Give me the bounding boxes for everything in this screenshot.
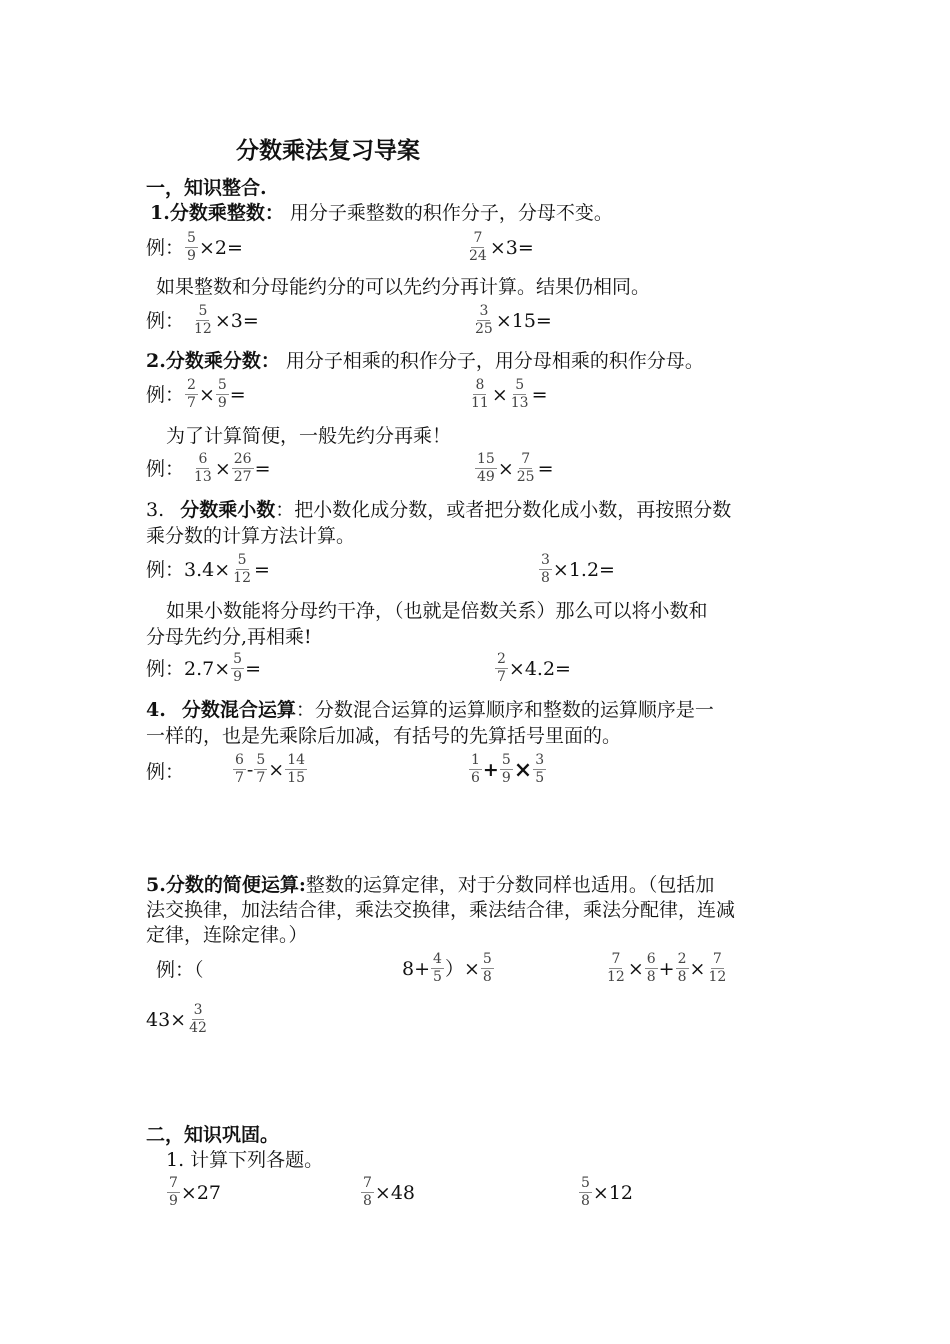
fraction: $\frac{2}{7}$ [187,377,196,411]
point-3-number: 3. [146,499,165,521]
fraction: $\frac{7}{8}$ [363,1175,372,1209]
fraction: $\frac{1}{6}$ [471,752,480,786]
plus-sign: + [658,957,675,980]
question-1: 1. 计算下列各题。 [166,1149,324,1171]
fraction: $\frac{2}{7}$ [497,651,506,685]
fraction: $\frac{7}{12}$ [708,951,727,985]
fraction: $\frac{3}{42}$ [189,1002,207,1036]
point-4-text: ：分数混合运算的运算顺序和整数的运算顺序是一 [295,699,714,721]
example-8d [146,1002,210,1037]
fraction: $\frac{7}{12}$ [607,951,625,985]
point-3-label: 分数乘小数 [180,499,276,521]
expression-prefix: 2.7× [184,657,231,680]
example-label: 例： [146,457,185,480]
question-1c [578,1175,633,1210]
expression-tail: ×1.2= [552,558,615,581]
example-2a [146,303,259,338]
equals-sign: = [537,457,554,480]
point-1-text: 用分子乘整数的积作分子，分母不变。 [289,202,613,224]
equals-sign: = [531,383,548,406]
times-sign: × [627,957,644,980]
page-title: 分数乘法复习导案 [236,137,420,164]
example-8b [402,951,495,986]
point-3 [146,498,731,522]
point-2-label: 2.分数乘分数： [146,350,280,372]
point-5-text-3: 定律，连除定律。） [146,924,308,946]
point-3-text-2: 乘分数的计算方法计算。 [146,525,356,547]
times-sign: × [491,383,508,406]
point-5-text: 整数的运算定律，对于分数同样也适用。（包括加 [305,874,715,896]
fraction: $\frac{5}{12}$ [194,303,212,337]
times-sign: × [689,957,706,980]
fraction: $\frac{5}{9}$ [217,377,227,411]
point-2 [146,349,704,373]
fraction: $\frac{5}{9}$ [187,230,196,264]
fraction: $\frac{15}{49}$ [477,451,495,485]
fraction: $\frac{7}{24}$ [469,230,487,264]
example-label: 例： [146,309,185,332]
point-5-label: 5.分数的简便运算: [146,874,306,896]
fraction: $\frac{3}{8}$ [541,552,550,586]
expression-tail: ×4.2= [508,657,571,680]
example-4b [474,451,554,486]
example-label: 例： [146,761,185,783]
point-1 [150,201,613,225]
expression-tail: ×15= [495,309,552,332]
expression-tail: = [245,657,261,680]
expression-tail: ×27 [180,1181,222,1204]
point-5 [146,873,714,897]
times-sign: × [214,457,231,480]
fraction: $\frac{5}{13}$ [510,377,529,411]
fraction: $\frac{8}{11}$ [471,377,489,411]
fraction: $\frac{5}{8}$ [482,951,492,985]
point-3-text: ：把小数化成分数，或者把分数化成小数，再按照分数 [275,499,732,521]
example-label: 例： [146,657,185,680]
expression-tail: ×3= [489,236,534,259]
point-4 [146,698,714,722]
expression-prefix: 3.4× [184,558,231,581]
times-sign: × [513,756,533,783]
fraction: $\frac{6}{7}$ [235,752,244,786]
fraction: $\frac{14}{15}$ [287,752,306,786]
expression-tail: ×3= [214,309,259,332]
question-1b [360,1175,415,1210]
note-2: 为了计算简便，一般先约分再乘！ [166,425,452,447]
example-1a [146,230,243,265]
fraction: $\frac{6}{13}$ [194,451,212,485]
example-label: 例： [146,383,185,406]
example-3b [468,377,548,412]
expression-tail: ×2= [198,236,243,259]
example-6b [494,651,571,686]
example-2b [472,303,552,338]
fraction: $\frac{4}{5}$ [433,951,442,985]
fraction: $\frac{3}{25}$ [475,303,493,337]
section-2-heading: 二，知识巩固。 [146,1124,280,1146]
point-5-text-2: 法交换律，加法结合律，乘法交换律，乘法结合律，乘法分配律，连减 [146,899,736,921]
expression-prefix: 8+ [402,957,431,980]
fraction: $\frac{7}{25}$ [516,451,535,485]
example-3a [146,377,246,412]
fraction: $\frac{6}{8}$ [646,951,656,985]
times-sign: × [497,457,514,480]
point-4-text-2: 一样的，也是先乘除后加减，有括号的先算括号里面的。 [146,725,622,747]
point-1-label: 1.分数乘整数： [150,202,284,224]
expression-middle: ）× [444,957,480,980]
fraction: $\frac{2}{8}$ [677,951,687,985]
times-sign: × [268,758,285,781]
example-7a [232,752,308,787]
example-8-label: 例：（ [156,959,204,981]
point-4-label: 分数混合运算 [181,699,296,721]
example-7b [468,752,547,787]
expression-tail: ×48 [374,1181,416,1204]
minus-sign: - [246,758,254,781]
example-8c [604,951,729,986]
note-3-line-2: 分母先约分,再相乘! [146,626,312,648]
example-label: 例： [146,236,185,259]
fraction: $\frac{7}{9}$ [169,1175,178,1209]
fraction: $\frac{3}{5}$ [535,752,545,786]
example-5b [538,552,615,587]
plus-sign: + [482,758,499,781]
fraction: $\frac{26}{27}$ [233,451,252,485]
example-1b [466,230,534,265]
example-label: 例： [146,558,185,581]
fraction: $\frac{5}{12}$ [233,552,251,586]
note-3-line-1: 如果小数能将分母约干净，（也就是倍数关系）那么可以将小数和 [166,600,708,622]
example-6a [146,651,261,686]
fraction: $\frac{5}{7}$ [256,752,266,786]
fraction: $\frac{5}{9}$ [233,651,243,685]
fraction: $\frac{5}{8}$ [581,1175,590,1209]
point-2-text: 用分子相乘的积作分子，用分母相乘的积作分母。 [285,350,704,372]
question-1a [166,1175,221,1210]
times-sign: × [198,383,215,406]
example-4a [146,451,271,486]
equals-sign: = [229,383,246,406]
expression-tail: ×12 [592,1181,634,1204]
equals-sign: = [254,457,271,480]
point-4-number: 4. [146,699,166,721]
example-5a [146,552,270,587]
fraction: $\frac{5}{9}$ [501,752,511,786]
expression-tail: = [253,558,270,581]
expression-prefix: 43× [146,1008,187,1031]
note-1: 如果整数和分母能约分的可以先约分再计算。结果仍相同。 [156,276,651,298]
section-1-heading: 一，知识整合. [146,177,267,199]
